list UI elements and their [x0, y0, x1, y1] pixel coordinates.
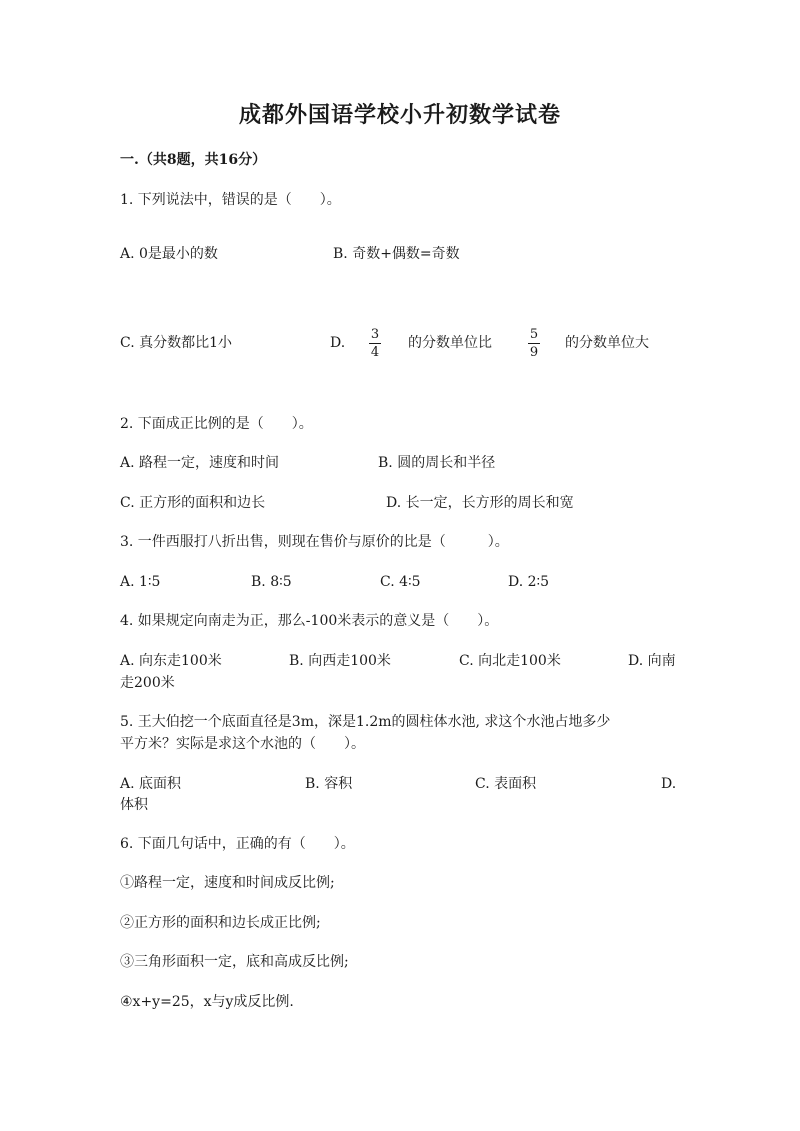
question-2-option-c: C. 正方形的面积和边长 — [120, 495, 266, 511]
question-5-stem-line-2: 平方米？实际是求这个水池的（ ）。 — [120, 736, 365, 752]
question-6-statement-2: ②正方形的面积和边长成正比例; — [120, 915, 321, 931]
question-2-option-a: A. 路程一定，速度和时间 — [120, 455, 280, 471]
question-4-stem: 4. 如果规定向南走为正，那么-100米表示的意义是（ ）。 — [120, 613, 499, 629]
question-2-option-b: B. 圆的周长和半径 — [378, 455, 496, 471]
question-2-option-d: D. 长一定，长方形的周长和宽 — [386, 495, 574, 511]
section-header: 一.（共8题，共16分） — [120, 152, 267, 168]
question-3-option-b: B. 8∶5 — [251, 574, 292, 590]
question-6-statement-4: ④x+y=25，x与y成反比例. — [120, 994, 294, 1010]
fraction-denominator: 9 — [529, 345, 539, 360]
fraction-five-ninths — [526, 327, 542, 360]
question-1-option-c: C. 真分数都比1小 — [120, 335, 233, 351]
question-4-option-d-continued: 走200米 — [120, 675, 175, 691]
question-5-option-d: D. — [661, 776, 677, 792]
fraction-bar — [369, 343, 381, 344]
question-6-statement-3: ③三角形面积一定，底和高成反比例; — [120, 954, 349, 970]
question-3-stem: 3. 一件西服打八折出售，则现在售价与原价的比是（ ）。 — [120, 534, 509, 550]
question-6-stem: 6. 下面几句话中，正确的有（ ）。 — [120, 836, 355, 852]
question-1-stem: 1. 下列说法中，错误的是（ ）。 — [120, 192, 341, 208]
question-4-option-c: C. 向北走100米 — [459, 653, 561, 669]
fraction-denominator: 4 — [370, 345, 380, 360]
fraction-three-quarters — [367, 327, 383, 360]
question-4-option-d: D. 向南 — [628, 653, 676, 669]
question-5-option-a: A. 底面积 — [120, 776, 182, 792]
question-5-stem-line-1: 5. 王大伯挖一个底面直径是3m，深是1.2m的圆柱体水池, 求这个水池占地多少 — [120, 714, 611, 730]
question-1-option-b: B. 奇数+偶数=奇数 — [333, 246, 460, 262]
fraction-numerator: 3 — [370, 327, 380, 342]
exam-title: 成都外国语学校小升初数学试卷 — [238, 102, 561, 128]
question-4-option-b: B. 向西走100米 — [289, 653, 391, 669]
question-2-stem: 2. 下面成正比例的是（ ）。 — [120, 416, 313, 432]
question-6-statement-1: ①路程一定，速度和时间成反比例; — [120, 875, 335, 891]
question-1-option-a: A. 0是最小的数 — [120, 246, 218, 262]
question-5-option-b: B. 容积 — [305, 776, 353, 792]
fraction-numerator: 5 — [529, 327, 539, 342]
question-5-option-d-continued: 体积 — [120, 797, 148, 813]
fraction-bar — [528, 343, 540, 344]
question-1-option-d-mid: 的分数单位比 — [408, 335, 492, 351]
question-5-option-c: C. 表面积 — [475, 776, 537, 792]
question-3-option-a: A. 1∶5 — [120, 574, 161, 590]
question-1-option-d-suffix: 的分数单位大 — [565, 335, 649, 351]
question-1-option-d-label: D. — [330, 335, 346, 351]
question-4-option-a: A. 向东走100米 — [120, 653, 222, 669]
question-3-option-d: D. 2∶5 — [508, 574, 550, 590]
question-3-option-c: C. 4∶5 — [380, 574, 421, 590]
